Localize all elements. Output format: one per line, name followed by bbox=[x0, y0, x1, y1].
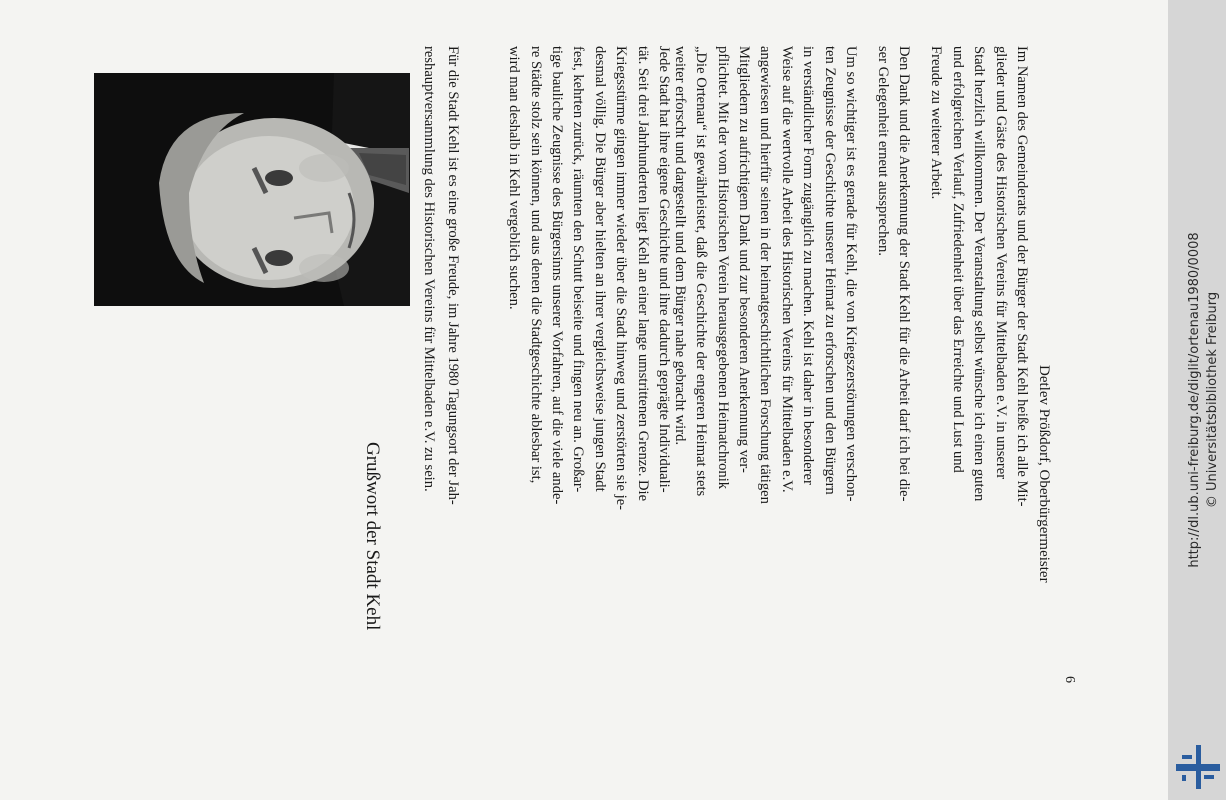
text-line: re Städte stolz sein können, und aus denen die Stadtgeschichte ablesbar ist, bbox=[527, 46, 544, 484]
text-line: weiter erforscht und dargestellt und dem Bürger nahe gebracht wird. bbox=[671, 46, 688, 446]
text-line: fest, kehrten zurück, räumten den Schutt beiseite und fingen neu an. Großar- bbox=[570, 46, 587, 493]
text-line: in verständlicher Form zugänglich zu machen. Kehl ist daher in besonderer bbox=[800, 46, 817, 485]
text-line: pflichtet. Mit der vom Historischen Verein herausgegebenen Heimatchronik bbox=[714, 46, 731, 490]
text-line: Stadt herzlich willkommen. Der Veranstaltung selbst wünsche ich einen guten bbox=[971, 46, 988, 502]
text-line: Um so wichtiger ist es gerade für Kehl, die von Kriegszerstörungen verschon- bbox=[843, 46, 859, 502]
text-line: und erfolgreichen Verlauf, Zufriedenheit über das Erreichte und Lust und bbox=[949, 46, 966, 473]
page-title: Grußwort der Stadt Kehl bbox=[362, 442, 383, 631]
paragraph-4 bbox=[871, 46, 914, 686]
watermark-url[interactable]: http://dl.ub.uni-freiburg.de/diglit/ortenau1980/0008 bbox=[1187, 232, 1202, 568]
text-line: wird man deshalb in Kehl vergeblich suchen. bbox=[506, 46, 523, 310]
paragraph-1 bbox=[417, 46, 465, 686]
text-line: angewiesen und hierfür seinen in der heimatgeschichtlichen Forschung tätigen bbox=[757, 46, 774, 504]
text-line: Weise auf die wertvolle Arbeit des Historischen Vereins für Mittelbaden e.V. bbox=[778, 46, 795, 493]
text-line: Freude zu weiterer Arbeit. bbox=[928, 46, 945, 200]
signature: Detlev Prößdorf, Oberbürgermeister bbox=[1036, 365, 1052, 583]
text-line: „Die Ortenau“ ist gewährleistet, daß die Geschichte der engeren Heimat stets bbox=[693, 46, 710, 497]
text-line: Für die Stadt Kehl ist es eine große Freude, im Jahre 1980 Tagungsort der Jah- bbox=[445, 46, 461, 505]
paragraph-3 bbox=[668, 46, 861, 686]
text-line: reshauptversammlung des Historischen Vereins für Mittelbaden e.V. zu sein. bbox=[421, 46, 437, 492]
text-line: Im Namen des Gemeinderats und der Bürger der Stadt Kehl heiße ich alle Mit- bbox=[1014, 46, 1030, 507]
paragraph-5 bbox=[925, 46, 1032, 686]
text-line: ten Zeugnisse der Geschichte unserer Heimat zu erforschen und den Bürgern bbox=[821, 46, 838, 495]
text-line: glieder und Gäste des Historischen Vereins für Mittelbaden e.V. in unserer bbox=[992, 46, 1009, 480]
watermark-copyright: © Universitätsbibliothek Freiburg bbox=[1205, 291, 1220, 509]
text-line: Mitgliedern zu aufrichtigem Dank und zur besonderen Anerkennung ver- bbox=[735, 46, 752, 473]
text-line: tät. Seit drei Jahrhunderten liegt Kehl an einer lange umstrittenen Grenze. Die bbox=[634, 46, 651, 502]
text-line: desmal völlig. Die Bürger aber hielten an ihrer vergleichsweise jungen Stadt bbox=[591, 46, 608, 492]
page-number: 6 bbox=[1062, 676, 1077, 683]
text-line: Kriegsstürme gingen immer wieder über die Stadt hinweg und zerstörten sie je- bbox=[613, 46, 630, 511]
text-line: Den Dank und die Anerkennung der Stadt Kehl für die Arbeit darf ich bei die- bbox=[896, 46, 912, 502]
text-line: Jede Stadt hat ihre eigene Geschichte und ihre dadurch geprägte Individuali- bbox=[656, 46, 672, 493]
library-logo-icon bbox=[1176, 745, 1220, 789]
paragraph-2 bbox=[503, 46, 674, 686]
text-line: ser Gelegenheit erneut aussprechen. bbox=[874, 46, 891, 256]
watermark bbox=[1186, 0, 1226, 800]
text-line: tige bauliche Zeugnisse des Bürgersinns unserer Vorfahren, auf die viele ande- bbox=[548, 46, 565, 505]
